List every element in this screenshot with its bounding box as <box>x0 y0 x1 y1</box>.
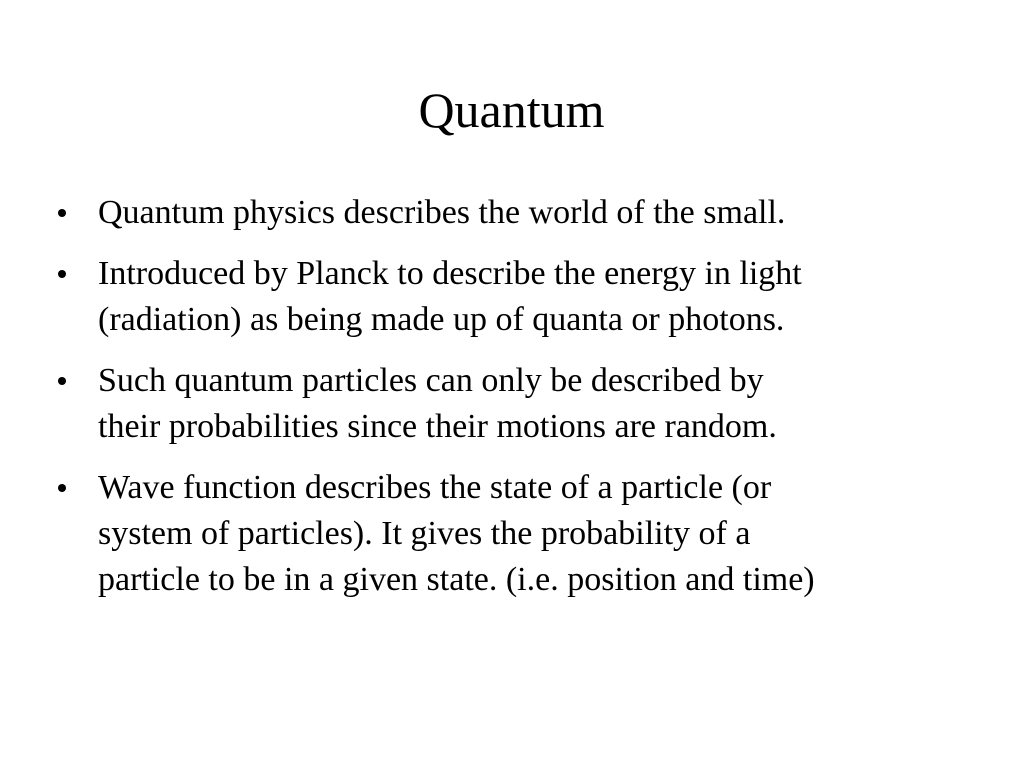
bullet-dot-icon <box>58 270 66 278</box>
slide-title: Quantum <box>418 82 605 138</box>
bullet-item <box>58 465 988 603</box>
bullet-item <box>58 190 988 236</box>
bullet-dot-icon <box>58 377 66 385</box>
bullet-text: Quantum physics describes the world of the small. <box>98 194 786 231</box>
bullet-text: Such quantum particles can only be described by their probabilities since their motions are random. <box>98 362 777 445</box>
bullet-list <box>58 190 988 618</box>
bullet-dot-icon <box>58 484 66 492</box>
bullet-text: Wave function describes the state of a particle (or system of particles). It gives the probability of a particle to be in a given state. (i.e. position and time) <box>98 469 815 598</box>
bullet-dot-icon <box>58 209 66 217</box>
bullet-text: Introduced by Planck to describe the energy in light (radiation) as being made up of quanta or photons. <box>98 255 802 338</box>
bullet-item <box>58 251 988 343</box>
bullet-item <box>58 358 988 450</box>
